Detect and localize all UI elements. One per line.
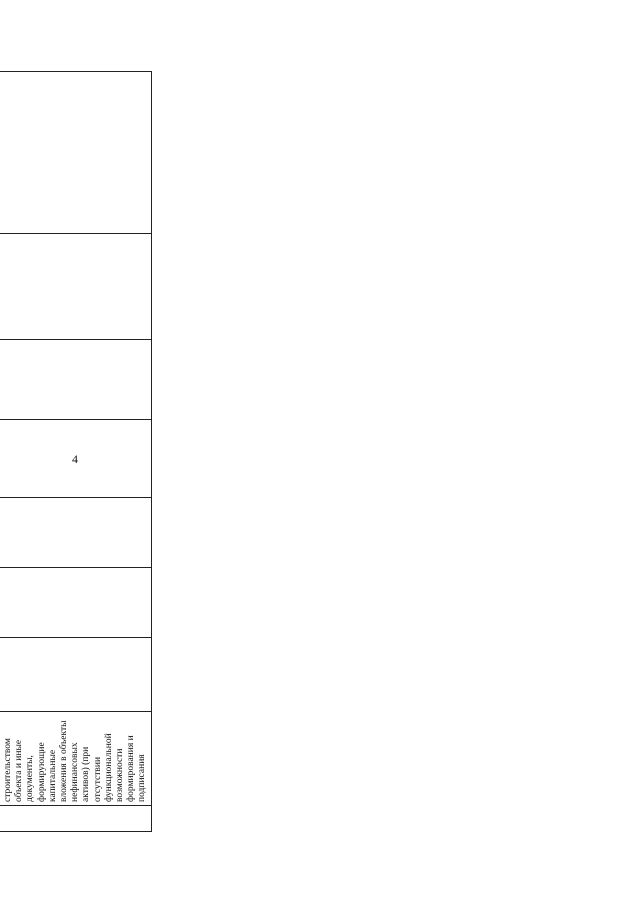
form-cell (0, 568, 151, 638)
document-flow-table (0, 71, 152, 832)
page-number: 4 (72, 452, 78, 466)
signer-cell (0, 420, 151, 498)
responsible-cell (0, 638, 151, 712)
result-cell (0, 234, 151, 340)
document-sheet (0, 72, 172, 832)
table-row (0, 72, 151, 832)
processing-time-cell (0, 340, 151, 420)
row-number (0, 806, 151, 832)
recipient-cell (0, 72, 151, 234)
document-name-cell: строительством объекта и иные документы, формирующие капитальные вложения в объекты нефинансовых активов) (при отсутствии функциональной возможности формирования и подписания (0, 712, 151, 806)
deadline-cell (0, 498, 151, 568)
